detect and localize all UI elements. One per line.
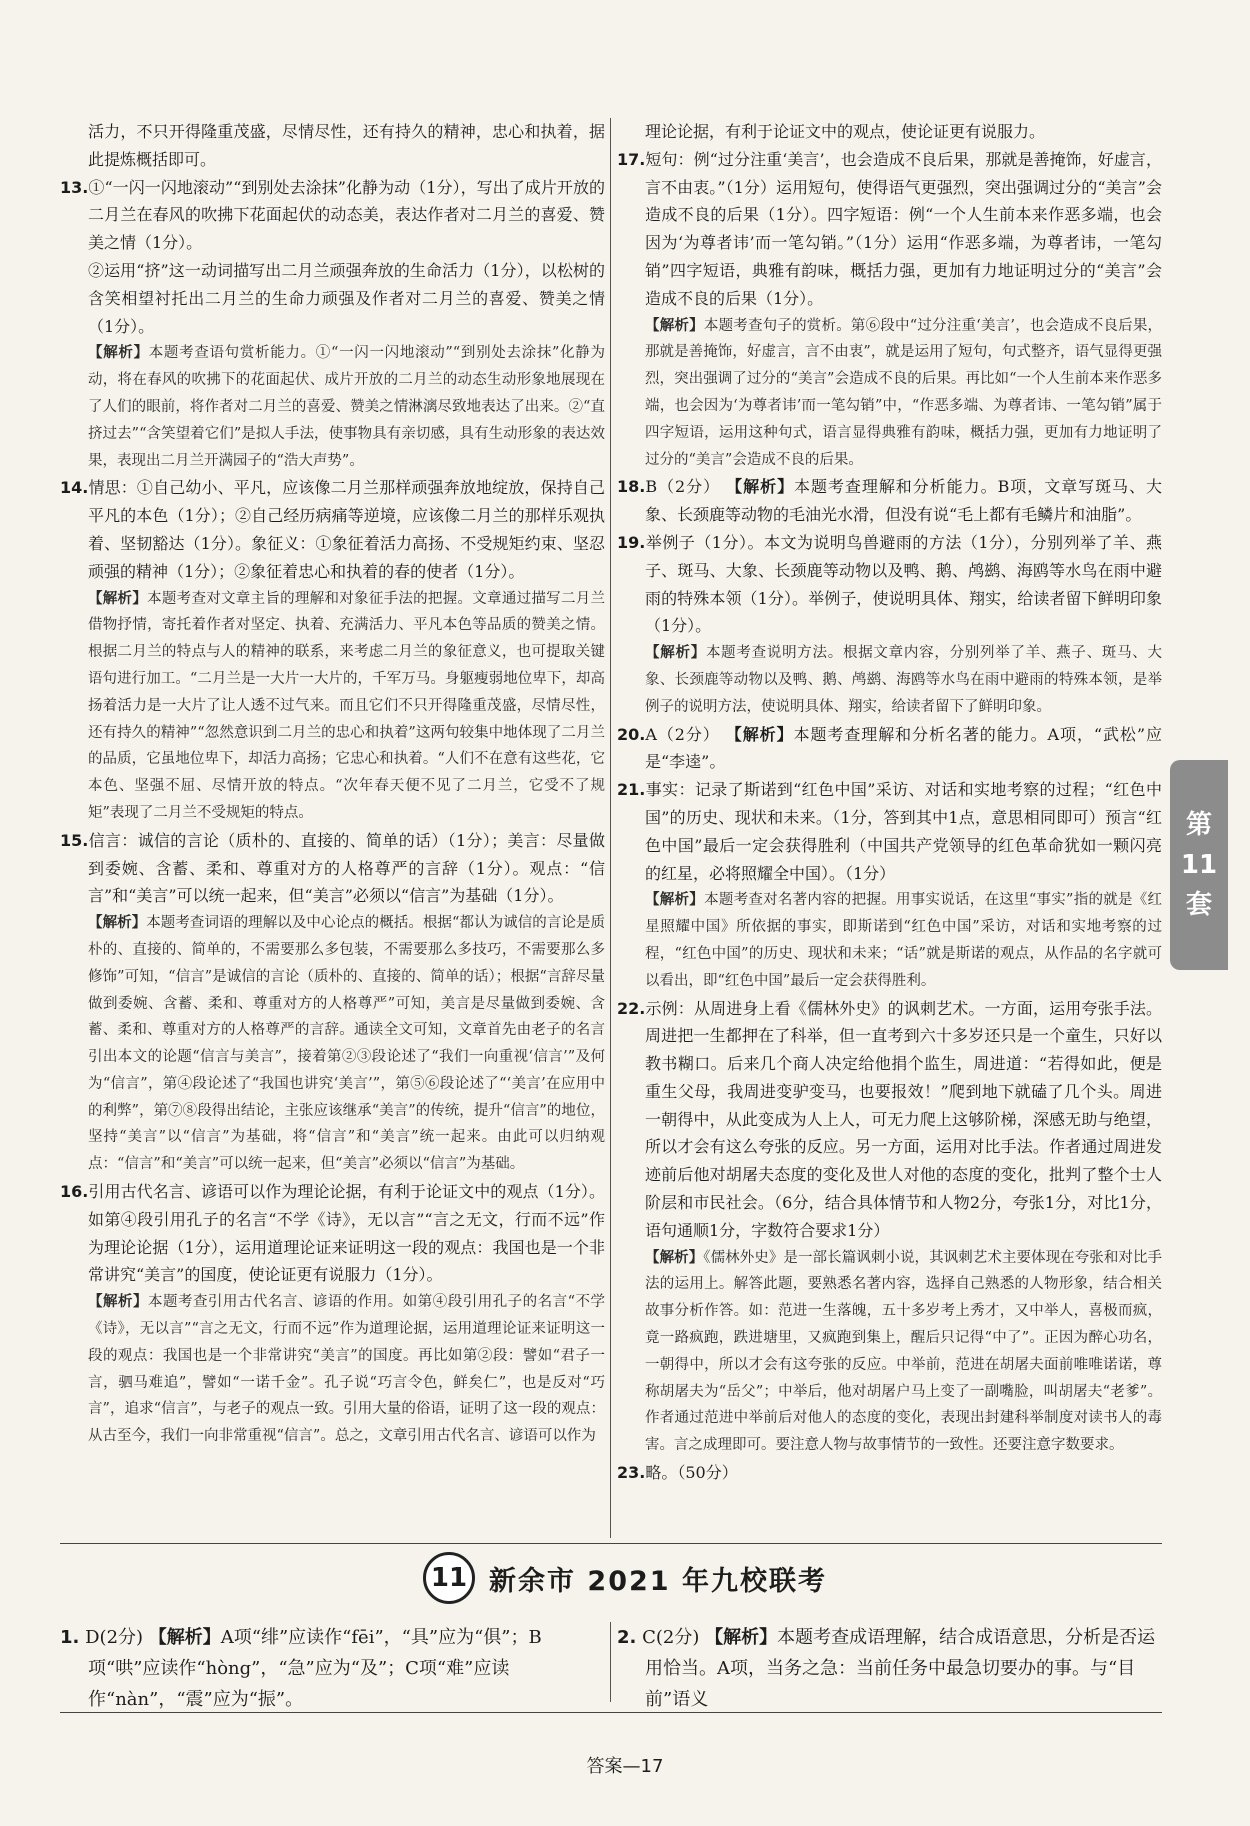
left-column xyxy=(60,118,605,1450)
answer-item xyxy=(617,776,1162,887)
analysis-text: 本题考查理解和分析能力。B项，文章写斑马、大象、长颈鹿等动物的毛油光水滑，但没有说“毛上都有毛鳞片和油脂”。 xyxy=(645,477,1162,525)
analysis-text: A项“绯”应读作“fēi”，“具”应为“俱”；B项“哄”应读作“hòng”，“急”应为“及”；C项“难”应读作“nàn”，“震”应为“振”。 xyxy=(88,1627,542,1710)
continued-text: 理论论据，有利于论证文中的观点，使论证更有说服力。 xyxy=(645,122,1046,141)
question-number: 19. xyxy=(617,532,646,552)
bottom-column-divider xyxy=(610,1622,611,1702)
analysis-tag: 【 解析 】 xyxy=(88,915,146,931)
analysis-text: 本题考查语句赏析能力。①“一闪一闪地滚动”“到别处去涂抹”化静为动，将在春风的吹拂下的花面起伏、成片开放的二月兰的动态生动形象地展现在了人们的眼前，将作者对二月兰的喜爱、赞美之情淋漓尽致地表达了出来。②“直挤过去”“含笑望着它们”是拟人手法，使事物具有亲切感，具有生动形象的表达效果，表现出二月兰开满园子的“浩大声势”。 xyxy=(88,345,605,469)
answer-item xyxy=(617,721,1162,777)
analysis-tag: 【 解析 】 xyxy=(88,591,147,607)
question-number: 23. xyxy=(617,1463,646,1483)
continued-text: 活力，不只开得隆重茂盛，尽情尽性，还有持久的精神，忠心和执着，据此提炼概括即可。 xyxy=(88,122,605,169)
answer-text: A（2分） xyxy=(645,724,720,744)
analysis-paragraph xyxy=(60,340,605,474)
answer-text: 引用古代名言、谚语可以作为理论论据，有利于论证文中的观点（1分）。如第④段引用孔子的名言“不学《诗》，无以言”“言之无文，行而不远”作为理论论据（1分），运用道理论证来证明这一段的观点：我国也是一个非常讲究“美言”的国度，使论证更有说服力（1分）。 xyxy=(88,1182,605,1285)
column-divider xyxy=(610,118,611,1538)
analysis-paragraph xyxy=(60,586,605,827)
question-number: 18. xyxy=(617,477,646,497)
answer-number: 1. xyxy=(60,1627,80,1648)
question-number: 17. xyxy=(617,149,646,169)
question-number: 15. xyxy=(60,830,89,850)
question-number: 13. xyxy=(60,177,89,197)
analysis-text: 本题考查说明方法。根据文章内容，分别列举了羊、燕子、斑马、大象、长颈鹿等动物以及鸭、鹅、鸬鹚、海鸥等水鸟在雨中避雨的特殊本领，是举例子的说明方法，使说明具体、翔实，给读者留下了鲜明印象。 xyxy=(645,645,1163,715)
answer-choice: D(2分) xyxy=(85,1627,144,1648)
answer-item xyxy=(60,827,605,910)
analysis-tag: 【 解析 】 xyxy=(726,725,794,744)
answer-item xyxy=(617,473,1162,529)
section-rule-top xyxy=(60,1543,1162,1544)
analysis-paragraph xyxy=(617,640,1162,720)
answer-item xyxy=(617,146,1162,313)
side-tab-char: 第 xyxy=(1185,810,1212,840)
question-number: 16. xyxy=(60,1182,89,1202)
continued-text: ②运用“挤”这一动词描写出二月兰顽强奔放的生命活力（1分），以松树的含笑相望衬托出二月兰的生命力顽强及作者对二月兰的喜爱、赞美之情（1分）。 xyxy=(88,260,605,336)
page-number: 答案—17 xyxy=(586,1756,664,1777)
bottom-right-answer xyxy=(617,1622,1162,1715)
bottom-left-answer xyxy=(60,1622,605,1715)
answer-item xyxy=(617,529,1162,640)
analysis-paragraph xyxy=(60,1289,605,1450)
answer-text: 示例：从周进身上看《儒林外史》的讽刺艺术。一方面，运用夸张手法。周进把一生都押在了科举，但一直考到六十多岁还只是一个童生，只好以教书糊口。后来几个商人决定给他捐个监生，周进道：“若得如此，便是重生父母，我周进变驴变马，也要报效！”爬到地下就磕了几个头。周进一朝得中，从此变成为人上人，可无力爬上这够阶梯，深感无助与绝望，所以才会有这么夸张的反应。另一方面，运用对比手法。作者通过周进发迹前后他对胡屠夫态度的变化及世人对他的态度的变化，批判了整个士人阶层和市民社会。（6分，结合具体情节和人物2分，夸张1分，对比1分，语句通顺1分，字数符合要求1分） xyxy=(645,998,1162,1240)
analysis-tag: 【 解析 】 xyxy=(645,892,704,908)
analysis-text: 本题考查理解和分析名著的能力。A项，“武松”应是“李逵”。 xyxy=(645,724,1162,772)
answer-item xyxy=(60,474,605,585)
analysis-text: 本题考查词语的理解以及中心论点的概括。根据“都认为诚信的言论是质朴的、直接的、简单的，不需要那么多包装，不需要那么多技巧，不需要那么多修饰”可知，“信言”是诚信的言论（质朴的、直接的、简单的话）；根据“言辞尽量做到委婉、含蓄、柔和、尊重对方的人格尊严”可知，美言是尽量做到委婉、含蓄、柔和、尊重对方的人格尊严的言辞。通读全文可知，文章首先由老子的名言引出本文的论题“信言与美言”，接着第②③段论述了“我们一向重视‘信言’”及何为“信言”，第④段论述了“我国也讲究‘美言’”，第⑤⑥段论述了“‘美言’在应用中的利弊”，第⑦⑧段得出结论，主张应该继承“美言”的传统，提升“信言”的地位，坚持“美言”以“信言”为基础，将“信言”和“美言”统一起来。由此可以归纳观点：“信言”和“美言”可以统一起来，但“美言”必须以“信言”为基础。 xyxy=(88,915,606,1173)
analysis-tag: 【 解析 】 xyxy=(645,318,704,334)
analysis-tag: 【 解析 】 xyxy=(149,1627,221,1648)
analysis-text: 本题考查对文章主旨的理解和对象征手法的把握。文章通过描写二月兰借物抒情，寄托着作者对坚定、执着、充满活力、平凡本色等品质的赞美之情。根据二月兰的特点与人的精神的联系，来考虑二月兰的象征意义，也可提取关键语句进行加工。“二月兰是一大片一大片的，千军万马。身躯瘦弱地位卑下，却高扬着活力是一大片了让人透不过气来。而且它们不只开得隆重茂盛，尽情尽性，还有持久的精神”“忽然意识到二月兰的忠心和执着”这两句较集中地体现了二月兰的品质，它虽地位卑下，却活力高扬；它忠心和执着。“人们不在意有这些花，它本色、坚强不屈、尽情开放的特点。“次年春天便不见了二月兰，它受不了规矩”表现了二月兰不受规矩的特点。 xyxy=(88,590,606,821)
analysis-tag: 【 解析 】 xyxy=(726,477,794,496)
section-title: 新余市 2021 年九校联考 xyxy=(489,1565,827,1597)
analysis-tag: 【 解析 】 xyxy=(88,345,149,361)
analysis-text: 本题考查对名著内容的把握。用事实说话，在这里“事实”指的就是《红星照耀中国》所依据的事实，即斯诺到“红色中国”采访，对话和实地考察的过程，“红色中国”的历史、现状和未来；“话”就是斯诺的观点，从作品的名字就可以看出，即“红色中国”最后一定会获得胜利。 xyxy=(645,892,1163,989)
analysis-text: 本题考查成语理解，结合成语意思，分析是否运用恰当。A项，当务之急：当前任务中最急切要办的事。与“目前”语义 xyxy=(645,1627,1156,1710)
analysis-tag: 【 解析 】 xyxy=(705,1627,777,1648)
answer-number: 2. xyxy=(617,1627,637,1648)
footer-rule xyxy=(60,1712,1162,1713)
question-number: 20. xyxy=(617,724,646,744)
side-tab-char: 11 xyxy=(1180,850,1218,880)
question-number: 21. xyxy=(617,780,646,800)
answer-item xyxy=(60,174,605,257)
answer-text: 举例子（1分）。本文为说明鸟兽避雨的方法（1分），分别列举了羊、燕子、斑马、大象、长颈鹿等动物以及鸭、鹅、鸬鹚、海鸥等水鸟在雨中避雨的特殊本领（1分）。举例子，使说明具体、翔实，给读者留下鲜明印象（1分）。 xyxy=(645,532,1162,636)
analysis-paragraph xyxy=(617,1245,1162,1459)
analysis-text: 本题考查引用古代名言、谚语的作用。如第④段引用孔子的名言“不学《诗》，无以言”“言之无文，行而不远”作为道理论据，运用道理论证来证明这一段的观点：我国也是一个非常讲究“美言”的国度。再比如第②段：譬如“君子一言，驷马难追”，譬如“一诺千金”。孔子说“巧言令色，鲜矣仁”，也是反对“巧言”，追求“信言”，与老子的观点一致。引用大量的俗语，证明了这一段的观点：从古至今，我们一向非常重视“信言”。总之，文章引用古代名言、谚语可以作为 xyxy=(88,1294,606,1445)
answer-text: B（2分） xyxy=(645,477,721,497)
analysis-paragraph xyxy=(617,887,1162,994)
analysis-paragraph xyxy=(617,313,1162,474)
section-banner xyxy=(0,1548,1250,1608)
side-tab-set-label xyxy=(1170,760,1228,970)
answer-text: 情思：①自己幼小、平凡，应该像二月兰那样顽强奔放地绽放，保持自己平凡的本色（1分）；②自己经历病痛等逆境，应该像二月兰的那样乐观执着、坚韧豁达（1分）。象征义：①象征着活力高扬、不受规矩约束、坚忍顽强的精神（1分）；②象征着忠心和执着的春的使者（1分）。 xyxy=(88,478,605,581)
analysis-tag: 【 解析 】 xyxy=(645,645,706,661)
analysis-tag: 【 解析 】 xyxy=(88,1294,148,1310)
answer-item xyxy=(617,1459,1162,1487)
answer-text: 事实：记录了斯诺到“红色中国”采访、对话和实地考察的过程；“红色中国”的历史、现状和未来。（1分，答到其中1点，意思相同即可）预言“红色中国”最后一定会获得胜利（中国共产党领导的红色革命犹如一颗闪亮的红星，必将照耀全中国）。（1分） xyxy=(645,780,1162,883)
question-number: 22. xyxy=(617,998,646,1018)
analysis-tag: 【 解析 】 xyxy=(645,1250,703,1266)
question-number: 14. xyxy=(60,478,89,498)
analysis-text: 本题考查句子的赏析。第⑥段中“过分注重‘美言’，也会造成不良后果，那就是善掩饰，好虚言，言不由衷”，就是运用了短句，句式整齐，语气显得更强烈，突出强调了过分的“美言”会造成不良的后果。再比如“一个人生前本来作恶多端，也会因为‘为尊者讳’而一笔勾销”中，“作恶多端、为尊者讳、一笔勾销”属于四字短语，运用这种句式，语言显得典雅有韵味，概括力强，更加有力地证明了过分的“美言”会造成不良的后果。 xyxy=(645,317,1163,468)
answer-text: 信言：诚信的言论（质朴的、直接的、简单的话）（1分）；美言：尽量做到委婉、含蓄、柔和、尊重对方的人格尊严的言辞（1分）。观点：“信言”和“美言”可以统一起来，但“美言”必须以“信言”为基础（1分）。 xyxy=(88,830,605,906)
answer-text: 略。（50分） xyxy=(645,1463,738,1483)
analysis-text: 《儒林外史》是一部长篇讽刺小说，其讽刺艺术主要体现在夸张和对比手法的运用上。解答此题，要熟悉名著内容，选择自己熟悉的人物形象，结合相关故事分析作答。如：范进一生落魄，五十多岁考上秀才，又中举人，喜极而疯，竟一路疯跑，跌进塘里，又疯跑到集上，醒后只记得“中了”。正因为醉心功名，一朝得中，所以才会有这夸张的反应。中举前，范进在胡屠夫面前唯唯诺诺，尊称胡屠夫为“岳父”；中举后，他对胡屠户马上变了一副嘴脸，叫胡屠夫“老爹”。作者通过范进中举前后对他人的态度的变化，表现出封建科举制度对读书人的毒害。言之成理即可。要注意人物与故事情节的一致性。还要注意字数要求。 xyxy=(645,1249,1163,1454)
answer-item xyxy=(617,995,1162,1245)
side-tab-char: 套 xyxy=(1185,890,1212,920)
analysis-paragraph xyxy=(60,910,605,1178)
right-column xyxy=(617,118,1162,1487)
answer-text: ①“一闪一闪地滚动”“到别处去涂抹”化静为动（1分），写出了成片开放的二月兰在春风的吹拂下花面起伏的动态美，表达作者对二月兰的喜爱、赞美之情（1分）。 xyxy=(88,177,605,253)
answer-item xyxy=(60,1178,605,1289)
section-number-badge: 11 xyxy=(423,1552,475,1604)
answer-text: 短句：例“过分注重‘美言’，也会造成不良后果，那就是善掩饰，好虚言，言不由衷。”（1分）运用短句，使得语气更强烈，突出强调过分的“美言”会造成不良的后果（1分）。四字短语：例“一个人生前本来作恶多端，也会因为‘为尊者讳’而一笔勾销。”（1分）运用“作恶多端，为尊者讳，一笔勾销”四字短语，典雅有韵味，概括力强，更加有力地证明过分的“美言”会造成不良的后果（1分）。 xyxy=(645,149,1162,308)
answer-choice: C(2分) xyxy=(642,1627,700,1648)
